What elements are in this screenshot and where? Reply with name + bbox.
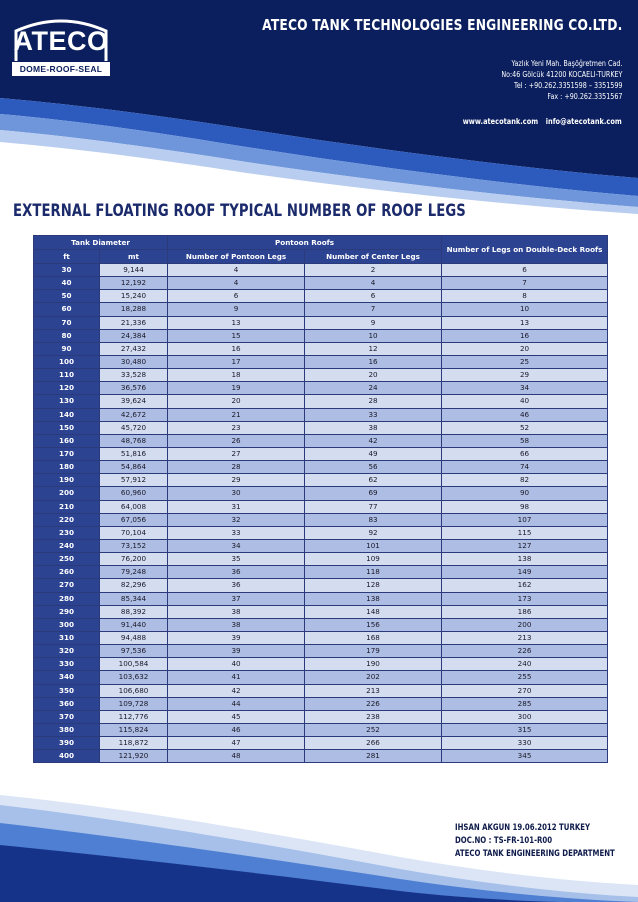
tank-diameter-ft: 360 — [34, 697, 100, 710]
pontoon-legs-count: 20 — [168, 395, 305, 408]
center-legs-count: 226 — [305, 697, 442, 710]
center-legs-count: 238 — [305, 710, 442, 723]
tank-diameter-ft: 380 — [34, 723, 100, 736]
center-legs-count: 148 — [305, 605, 442, 618]
center-legs-count: 24 — [305, 382, 442, 395]
phone-line: Tel : +90.262.3351598 – 3351599 — [513, 81, 622, 90]
center-legs-count: 56 — [305, 461, 442, 474]
center-legs-count: 38 — [305, 421, 442, 434]
double-deck-legs-count: 300 — [442, 710, 608, 723]
doc-number-line: DOC.NO : TS-FR-101-R00 — [455, 836, 553, 846]
tank-diameter-mt: 33,528 — [100, 369, 168, 382]
center-legs-count: 42 — [305, 434, 442, 447]
tank-diameter-mt: 112,776 — [100, 710, 168, 723]
tank-diameter-mt: 97,536 — [100, 645, 168, 658]
tank-diameter-mt: 60,960 — [100, 487, 168, 500]
tank-diameter-mt: 94,488 — [100, 631, 168, 644]
tank-diameter-ft: 130 — [34, 395, 100, 408]
tank-diameter-ft: 400 — [34, 750, 100, 763]
center-legs-count: 83 — [305, 513, 442, 526]
tank-diameter-mt: 88,392 — [100, 605, 168, 618]
table-row — [34, 513, 608, 526]
double-deck-legs-count: 74 — [442, 461, 608, 474]
tank-diameter-mt: 15,240 — [100, 290, 168, 303]
tank-diameter-ft: 30 — [34, 264, 100, 277]
tank-diameter-ft: 270 — [34, 579, 100, 592]
pontoon-legs-count: 45 — [168, 710, 305, 723]
tank-diameter-mt: 24,384 — [100, 329, 168, 342]
tank-diameter-mt: 70,104 — [100, 526, 168, 539]
center-legs-count: 9 — [305, 316, 442, 329]
double-deck-legs-count: 200 — [442, 618, 608, 631]
page-header — [0, 0, 638, 215]
tank-diameter-ft: 260 — [34, 566, 100, 579]
logo-subtitle: DOME-ROOF-SEAL — [12, 62, 110, 76]
address-line: Yazlık Yeni Mah. Başöğretmen Cad. — [511, 59, 622, 68]
pontoon-legs-count: 36 — [168, 566, 305, 579]
tank-diameter-mt: 12,192 — [100, 277, 168, 290]
tank-diameter-ft: 200 — [34, 487, 100, 500]
pontoon-legs-count: 44 — [168, 697, 305, 710]
center-legs-count: 69 — [305, 487, 442, 500]
table-row — [34, 618, 608, 631]
pontoon-legs-count: 21 — [168, 408, 305, 421]
tank-diameter-ft: 290 — [34, 605, 100, 618]
tank-diameter-ft: 300 — [34, 618, 100, 631]
tank-diameter-ft: 330 — [34, 658, 100, 671]
double-deck-legs-count: 8 — [442, 290, 608, 303]
table-row — [34, 264, 608, 277]
tank-diameter-ft: 160 — [34, 434, 100, 447]
tank-diameter-mt: 115,824 — [100, 723, 168, 736]
table-row — [34, 671, 608, 684]
table-row — [34, 697, 608, 710]
double-deck-legs-count: 58 — [442, 434, 608, 447]
double-deck-legs-count: 16 — [442, 329, 608, 342]
tank-diameter-ft: 110 — [34, 369, 100, 382]
tank-diameter-mt: 73,152 — [100, 539, 168, 552]
tank-diameter-mt: 18,288 — [100, 303, 168, 316]
tank-diameter-mt: 30,480 — [100, 355, 168, 368]
center-legs-count: 10 — [305, 329, 442, 342]
tank-diameter-ft: 240 — [34, 539, 100, 552]
double-deck-legs-count: 315 — [442, 723, 608, 736]
tank-diameter-ft: 80 — [34, 329, 100, 342]
pontoon-legs-count: 39 — [168, 631, 305, 644]
pontoon-legs-count: 26 — [168, 434, 305, 447]
tank-diameter-ft: 100 — [34, 355, 100, 368]
pontoon-legs-count: 33 — [168, 526, 305, 539]
pontoon-legs-count: 40 — [168, 658, 305, 671]
pontoon-legs-count: 29 — [168, 474, 305, 487]
center-legs-count: 101 — [305, 539, 442, 552]
table-row — [34, 303, 608, 316]
tank-diameter-mt: 118,872 — [100, 737, 168, 750]
author-line: IHSAN AKGUN 19.06.2012 TURKEY — [455, 823, 591, 833]
tank-diameter-mt: 36,576 — [100, 382, 168, 395]
table-row — [34, 342, 608, 355]
tank-diameter-mt: 39,624 — [100, 395, 168, 408]
center-legs-count: 33 — [305, 408, 442, 421]
center-legs-count: 20 — [305, 369, 442, 382]
tank-diameter-mt: 48,768 — [100, 434, 168, 447]
tank-diameter-mt: 54,864 — [100, 461, 168, 474]
double-deck-legs-count: 149 — [442, 566, 608, 579]
address-line: No:46 Gölcük 41200 KOCAELI-TURKEY — [500, 70, 622, 79]
table-row — [34, 684, 608, 697]
double-deck-legs-count: 270 — [442, 684, 608, 697]
double-deck-legs-count: 226 — [442, 645, 608, 658]
tank-diameter-mt: 9,144 — [100, 264, 168, 277]
company-address — [501, 58, 622, 102]
tank-diameter-mt: 27,432 — [100, 342, 168, 355]
tank-diameter-mt: 76,200 — [100, 553, 168, 566]
ft-column-header: ft — [34, 250, 100, 264]
tank-diameter-ft: 280 — [34, 592, 100, 605]
tank-diameter-mt: 121,920 — [100, 750, 168, 763]
tank-diameter-ft: 70 — [34, 316, 100, 329]
tank-diameter-mt: 82,296 — [100, 579, 168, 592]
pontoon-legs-count: 15 — [168, 329, 305, 342]
tank-diameter-ft: 140 — [34, 408, 100, 421]
double-deck-legs-count: 255 — [442, 671, 608, 684]
center-legs-count: 168 — [305, 631, 442, 644]
table-row — [34, 277, 608, 290]
pontoon-legs-count: 37 — [168, 592, 305, 605]
pontoon-legs-count: 34 — [168, 539, 305, 552]
pontoon-legs-count: 48 — [168, 750, 305, 763]
tank-diameter-ft: 340 — [34, 671, 100, 684]
double-deck-legs-count: 186 — [442, 605, 608, 618]
double-deck-legs-count: 240 — [442, 658, 608, 671]
double-deck-legs-count: 90 — [442, 487, 608, 500]
tank-diameter-header: Tank Diameter — [34, 236, 168, 250]
tank-diameter-mt: 85,344 — [100, 592, 168, 605]
pontoon-legs-count: 27 — [168, 447, 305, 460]
document-title: EXTERNAL FLOATING ROOF TYPICAL NUMBER OF ROOF LEGS — [13, 201, 466, 220]
pontoon-legs-count: 46 — [168, 723, 305, 736]
table-row — [34, 645, 608, 658]
center-legs-count: 49 — [305, 447, 442, 460]
pontoon-legs-count: 38 — [168, 618, 305, 631]
table-row — [34, 461, 608, 474]
table-row — [34, 592, 608, 605]
pontoon-legs-count: 39 — [168, 645, 305, 658]
tank-diameter-ft: 170 — [34, 447, 100, 460]
table-row — [34, 566, 608, 579]
center-legs-count: 266 — [305, 737, 442, 750]
double-deck-legs-count: 173 — [442, 592, 608, 605]
table-row — [34, 579, 608, 592]
tank-diameter-mt: 67,056 — [100, 513, 168, 526]
table-row — [34, 737, 608, 750]
tank-diameter-ft: 310 — [34, 631, 100, 644]
department-line: ATECO TANK ENGINEERING DEPARTMENT — [455, 849, 615, 859]
center-legs-count: 7 — [305, 303, 442, 316]
pontoon-legs-count: 42 — [168, 684, 305, 697]
center-legs-count: 281 — [305, 750, 442, 763]
table-row — [34, 750, 608, 763]
pontoon-legs-count: 32 — [168, 513, 305, 526]
table-row — [34, 631, 608, 644]
tank-diameter-mt: 21,336 — [100, 316, 168, 329]
double-deck-legs-count: 345 — [442, 750, 608, 763]
pontoon-legs-count: 28 — [168, 461, 305, 474]
tank-diameter-mt: 103,632 — [100, 671, 168, 684]
double-deck-legs-count: 66 — [442, 447, 608, 460]
table-row — [34, 500, 608, 513]
tank-diameter-ft: 210 — [34, 500, 100, 513]
double-deck-legs-count: 25 — [442, 355, 608, 368]
contact-links — [463, 117, 622, 126]
pontoon-roofs-header: Pontoon Roofs — [168, 236, 442, 250]
tank-diameter-ft: 40 — [34, 277, 100, 290]
pontoon-legs-count: 36 — [168, 579, 305, 592]
double-deck-legs-count: 46 — [442, 408, 608, 421]
center-legs-column-header: Number of Center Legs — [305, 250, 442, 264]
table-row — [34, 710, 608, 723]
tank-diameter-mt: 100,584 — [100, 658, 168, 671]
double-deck-legs-count: 6 — [442, 264, 608, 277]
center-legs-count: 77 — [305, 500, 442, 513]
double-deck-legs-count: 13 — [442, 316, 608, 329]
double-deck-legs-count: 10 — [442, 303, 608, 316]
double-deck-legs-count: 127 — [442, 539, 608, 552]
fax-line: Fax : +90.262.3351567 — [546, 92, 622, 101]
pontoon-legs-count: 18 — [168, 369, 305, 382]
center-legs-count: 213 — [305, 684, 442, 697]
double-deck-legs-count: 7 — [442, 277, 608, 290]
tank-diameter-ft: 60 — [34, 303, 100, 316]
tank-diameter-ft: 50 — [34, 290, 100, 303]
tank-diameter-ft: 350 — [34, 684, 100, 697]
center-legs-count: 16 — [305, 355, 442, 368]
double-deck-legs-count: 107 — [442, 513, 608, 526]
pontoon-legs-count: 19 — [168, 382, 305, 395]
pontoon-legs-count: 9 — [168, 303, 305, 316]
tank-diameter-mt: 106,680 — [100, 684, 168, 697]
logo-wordmark: ATECO — [13, 26, 109, 56]
tank-diameter-ft: 220 — [34, 513, 100, 526]
pontoon-legs-count: 4 — [168, 264, 305, 277]
tank-diameter-mt: 64,008 — [100, 500, 168, 513]
center-legs-count: 202 — [305, 671, 442, 684]
roof-legs-table — [33, 235, 608, 763]
double-deck-legs-count: 20 — [442, 342, 608, 355]
tank-diameter-ft: 320 — [34, 645, 100, 658]
double-deck-legs-count: 162 — [442, 579, 608, 592]
table-row — [34, 474, 608, 487]
mt-column-header: mt — [100, 250, 168, 264]
pontoon-legs-count: 6 — [168, 290, 305, 303]
pontoon-legs-count: 17 — [168, 355, 305, 368]
pontoon-legs-count: 4 — [168, 277, 305, 290]
table-row — [34, 329, 608, 342]
table-row — [34, 658, 608, 671]
center-legs-count: 62 — [305, 474, 442, 487]
table-row — [34, 421, 608, 434]
double-deck-legs-count: 40 — [442, 395, 608, 408]
center-legs-count: 190 — [305, 658, 442, 671]
tank-diameter-ft: 90 — [34, 342, 100, 355]
tank-diameter-mt: 45,720 — [100, 421, 168, 434]
table-row — [34, 605, 608, 618]
tank-diameter-mt: 57,912 — [100, 474, 168, 487]
center-legs-count: 118 — [305, 566, 442, 579]
table-row — [34, 553, 608, 566]
pontoon-legs-count: 35 — [168, 553, 305, 566]
center-legs-count: 252 — [305, 723, 442, 736]
pontoon-legs-count: 16 — [168, 342, 305, 355]
double-deck-legs-count: 52 — [442, 421, 608, 434]
center-legs-count: 6 — [305, 290, 442, 303]
table-row — [34, 408, 608, 421]
double-deck-legs-count: 98 — [442, 500, 608, 513]
table-row — [34, 382, 608, 395]
company-name: ATECO TANK TECHNOLOGIES ENGINEERING CO.LTD. — [261, 16, 622, 34]
double-deck-legs-count: 138 — [442, 553, 608, 566]
table-row — [34, 539, 608, 552]
website-link[interactable]: www.atecotank.com — [462, 117, 539, 126]
table-row — [34, 434, 608, 447]
center-legs-count: 4 — [305, 277, 442, 290]
tank-diameter-ft: 180 — [34, 461, 100, 474]
double-deck-legs-count: 285 — [442, 697, 608, 710]
double-deck-legs-count: 330 — [442, 737, 608, 750]
table-row — [34, 290, 608, 303]
double-deck-legs-count: 34 — [442, 382, 608, 395]
center-legs-count: 156 — [305, 618, 442, 631]
table-row — [34, 487, 608, 500]
table-row — [34, 526, 608, 539]
table-row — [34, 316, 608, 329]
double-deck-legs-count: 115 — [442, 526, 608, 539]
table-row — [34, 369, 608, 382]
tank-diameter-ft: 150 — [34, 421, 100, 434]
tank-diameter-ft: 190 — [34, 474, 100, 487]
table-row — [34, 395, 608, 408]
double-deck-legs-count: 213 — [442, 631, 608, 644]
center-legs-count: 138 — [305, 592, 442, 605]
table-header — [34, 236, 608, 264]
center-legs-count: 12 — [305, 342, 442, 355]
table-row — [34, 723, 608, 736]
document-signoff — [455, 822, 638, 861]
pontoon-legs-count: 47 — [168, 737, 305, 750]
center-legs-count: 179 — [305, 645, 442, 658]
tank-diameter-mt: 91,440 — [100, 618, 168, 631]
center-legs-count: 109 — [305, 553, 442, 566]
pontoon-legs-column-header: Number of Pontoon Legs — [168, 250, 305, 264]
tank-diameter-ft: 250 — [34, 553, 100, 566]
email-link[interactable]: info@atecotank.com — [545, 117, 622, 126]
center-legs-count: 128 — [305, 579, 442, 592]
tank-diameter-ft: 370 — [34, 710, 100, 723]
double-deck-legs-count: 82 — [442, 474, 608, 487]
tank-diameter-ft: 390 — [34, 737, 100, 750]
double-deck-legs-header: Number of Legs on Double-Deck Roofs — [442, 236, 608, 264]
tank-diameter-mt: 79,248 — [100, 566, 168, 579]
tank-diameter-ft: 120 — [34, 382, 100, 395]
pontoon-legs-count: 38 — [168, 605, 305, 618]
pontoon-legs-count: 30 — [168, 487, 305, 500]
tank-diameter-ft: 230 — [34, 526, 100, 539]
tank-diameter-mt: 51,816 — [100, 447, 168, 460]
tank-diameter-mt: 42,672 — [100, 408, 168, 421]
pontoon-legs-count: 41 — [168, 671, 305, 684]
table-row — [34, 447, 608, 460]
center-legs-count: 2 — [305, 264, 442, 277]
tank-diameter-mt: 109,728 — [100, 697, 168, 710]
double-deck-legs-count: 29 — [442, 369, 608, 382]
pontoon-legs-count: 23 — [168, 421, 305, 434]
table-body — [34, 264, 608, 763]
center-legs-count: 92 — [305, 526, 442, 539]
pontoon-legs-count: 31 — [168, 500, 305, 513]
center-legs-count: 28 — [305, 395, 442, 408]
pontoon-legs-count: 13 — [168, 316, 305, 329]
table-row — [34, 355, 608, 368]
